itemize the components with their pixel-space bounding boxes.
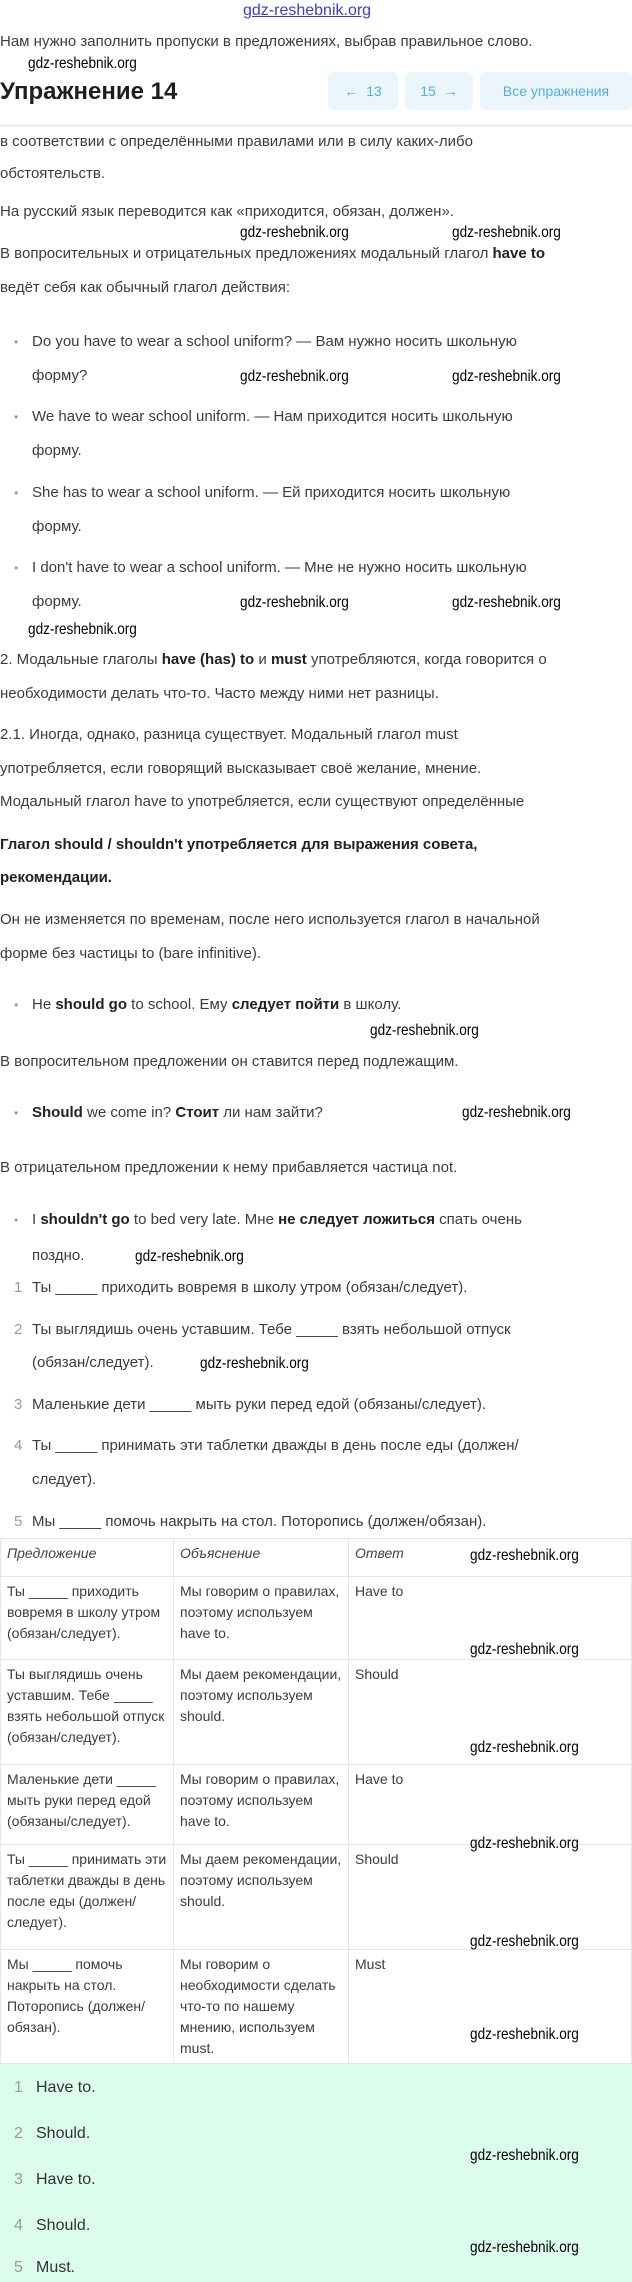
text: и (254, 651, 271, 668)
example-item: поздно. (32, 1247, 85, 1264)
watermark: gdz-reshebnik.org (452, 368, 561, 385)
task-item: следует). (32, 1471, 97, 1488)
cell: Мы даем рекомендации, поэтому используем should. (174, 1660, 349, 1765)
text: 2. Модальные глаголы (0, 651, 162, 668)
bold-text: не следует ложиться (278, 1211, 436, 1228)
answer-number: 2 (14, 2125, 23, 2142)
answer-number: 4 (14, 2217, 23, 2234)
example-item: Do you have to wear a school uniform? — Вам нужно носить школьную (32, 333, 517, 350)
watermark: gdz-reshebnik.org (470, 1739, 579, 1756)
answer-number: 3 (14, 2171, 23, 2188)
bullet-icon: • (14, 561, 19, 575)
bold-text: shouldn't go (40, 1211, 130, 1228)
task-number: 2 (14, 1321, 23, 1338)
theory-text: Модальный глагол have to употребляется, если существуют определённые (0, 793, 525, 810)
cell: Have to (349, 1765, 632, 1845)
theory-text: ведёт себя как обычный глагол действия: (0, 279, 291, 296)
prev-exercise-button[interactable] (328, 72, 398, 110)
watermark: gdz-reshebnik.org (470, 1641, 579, 1658)
answer-number: 5 (14, 2259, 23, 2276)
theory-text: употребляется, если говорящий высказывает своё желание, мнение. (0, 760, 482, 777)
text: to school. Ему (127, 996, 232, 1013)
task-item: Мы _____ помочь накрыть на стол. Поторопись (должен/обязан). (32, 1513, 487, 1530)
cell: Ты _____ приходить вовремя в школу утром (обязан/следует). (1, 1577, 174, 1660)
watermark: gdz-reshebnik.org (452, 594, 561, 611)
page-title: Упражнение 14 (0, 78, 178, 105)
theory-text: Он не изменяется по временам, после него используется глагол в начальной (0, 911, 540, 928)
cell: Should (349, 1660, 632, 1765)
bold-text: следует пойти (231, 996, 340, 1013)
bold-text: have (has) to (161, 651, 255, 668)
theory-text: На русский язык переводится как «приходится, обязан, должен». (0, 203, 454, 220)
arrow-left-icon: ← (344, 83, 359, 99)
divider (0, 124, 632, 127)
task-item: Маленькие дети _____ мыть руки перед едой (обязаны/следует). (32, 1396, 487, 1413)
text: we come in? (82, 1104, 176, 1121)
watermark: gdz-reshebnik.org (135, 1248, 244, 1265)
prev-label: 13 (366, 83, 382, 99)
example-item: She has to wear a school uniform. — Ей приходится носить школьную (32, 484, 511, 501)
text: He (32, 996, 56, 1013)
task-number: 4 (14, 1437, 23, 1454)
table-row (1, 1765, 632, 1845)
bullet-icon: • (14, 335, 19, 349)
theory-text: В отрицательном предложении к нему прибавляется частица not. (0, 1159, 458, 1176)
intro-text: Нам нужно заполнить пропуски в предложениях, выбрав правильное слово. (0, 33, 533, 50)
text: to bed very late. Мне (129, 1211, 279, 1228)
bullet-icon: • (14, 1106, 19, 1120)
theory-text: необходимости делать что-то. Часто между ними нет разницы. (0, 685, 439, 702)
cell: Маленькие дети _____ мыть руки перед едой (обязаны/следует). (1, 1765, 174, 1845)
example-item: форму. (32, 442, 82, 459)
example-item: форму. (32, 593, 82, 610)
bold-text: Стоит (175, 1104, 220, 1121)
watermark: gdz-reshebnik.org (470, 1933, 579, 1950)
theory-text: 2.1. Иногда, однако, разница существует. Модальный глагол must (0, 726, 458, 743)
watermark-link[interactable]: gdz-reshebnik.org (243, 2, 372, 19)
watermark: gdz-reshebnik.org (240, 368, 349, 385)
task-number: 5 (14, 1513, 23, 1530)
task-number: 3 (14, 1396, 23, 1413)
answer-text: Must. (36, 2259, 76, 2276)
header-cell: Ответ (349, 1539, 632, 1577)
answer-box (0, 2064, 632, 2282)
bold-text: must (270, 651, 307, 668)
next-exercise-button[interactable] (405, 72, 473, 110)
example-item: форму? (32, 367, 88, 384)
answer-text: Have to. (36, 2079, 96, 2096)
task-item: Ты _____ принимать эти таблетки дважды в день после еды (должен/ (32, 1437, 519, 1454)
cell: Have to (349, 1577, 632, 1660)
header-cell: Объяснение (174, 1539, 349, 1577)
text: ли нам зайти? (219, 1104, 323, 1121)
arrow-right-icon: → (443, 83, 458, 99)
cell: Мы говорим о необходимости сделать что-то по нашему мнению, используем must. (174, 1950, 349, 2064)
bold-text: should go (55, 996, 127, 1013)
next-label: 15 (420, 83, 436, 99)
theory-text (0, 244, 545, 264)
answer-text: Should. (36, 2125, 91, 2142)
table-row (1, 1660, 632, 1765)
task-item: (обязан/следует). (32, 1354, 154, 1371)
cell: Мы _____ помочь накрыть на стол. Поторопись (должен/обязан). (1, 1950, 174, 2064)
watermark: gdz-reshebnik.org (28, 55, 137, 72)
example-item: I don't have to wear a school uniform. — Мне не нужно носить школьную (32, 559, 527, 576)
watermark: gdz-reshebnik.org (452, 224, 561, 241)
bullet-icon: • (14, 410, 19, 424)
cell: Should (349, 1845, 632, 1950)
answer-text: Should. (36, 2217, 91, 2234)
all-exercises-button[interactable]: Все упражнения (480, 72, 632, 110)
watermark: gdz-reshebnik.org (470, 2147, 579, 2164)
watermark: gdz-reshebnik.org (462, 1104, 571, 1121)
watermark: gdz-reshebnik.org (240, 224, 349, 241)
solution-table (0, 1538, 632, 2064)
watermark: gdz-reshebnik.org (470, 2239, 579, 2256)
watermark: gdz-reshebnik.org (370, 1022, 479, 1039)
theory-text: В вопросительном предложении он ставится перед подлежащим. (0, 1053, 459, 1070)
watermark: gdz-reshebnik.org (28, 621, 137, 638)
theory-text: в соответствии с определёнными правилами или в силу каких-либо (0, 133, 473, 150)
example-item: We have to wear school uniform. — Нам приходится носить школьную (32, 408, 513, 425)
example-item: форму. (32, 518, 82, 535)
cell: Мы даем рекомендации, поэтому используем should. (174, 1845, 349, 1950)
theory-heading: рекомендации. (0, 869, 112, 886)
table-header (1, 1539, 632, 1577)
solution-section (0, 1538, 632, 2282)
watermark: gdz-reshebnik.org (470, 1547, 579, 1564)
watermark: gdz-reshebnik.org (470, 2026, 579, 2043)
table-row (1, 1950, 632, 2064)
task-item: Ты _____ приходить вовремя в школу утром (обязан/следует). (32, 1279, 468, 1296)
bullet-icon: • (14, 1213, 19, 1227)
text: спать очень (435, 1211, 522, 1228)
theory-heading: Глагол should / shouldn't употребляется для выражения совета, (0, 836, 478, 853)
theory-text (0, 650, 547, 670)
example-item (32, 1103, 323, 1123)
watermark: gdz-reshebnik.org (470, 1835, 579, 1852)
answer-text: Have to. (36, 2171, 96, 2188)
bold-text: Should (32, 1104, 83, 1121)
table-row (1, 1845, 632, 1950)
header-cell: Предложение (1, 1539, 174, 1577)
bold-text: have to (492, 245, 546, 262)
bullet-icon: • (14, 486, 19, 500)
bullet-icon: • (14, 998, 19, 1012)
answer-number: 1 (14, 2079, 23, 2096)
text: употребляются, когда говорится о (306, 651, 547, 668)
task-number: 1 (14, 1279, 23, 1296)
cell: Мы говорим о правилах, поэтому используем have to. (174, 1765, 349, 1845)
text: I (32, 1211, 41, 1228)
example-item (32, 1210, 522, 1230)
cell: Ты выглядишь очень уставшим. Тебе _____ взять небольшой отпуск (обязан/следует). (1, 1660, 174, 1765)
cell: Мы говорим о правилах, поэтому используем have to. (174, 1577, 349, 1660)
watermark: gdz-reshebnik.org (200, 1355, 309, 1372)
example-item (32, 995, 401, 1015)
cell: Ты _____ принимать эти таблетки дважды в день после еды (должен/следует). (1, 1845, 174, 1950)
watermark: gdz-reshebnik.org (240, 594, 349, 611)
table-row (1, 1577, 632, 1660)
theory-text: форме без частицы to (bare infinitive). (0, 945, 261, 962)
theory-text: обстоятельств. (0, 165, 106, 182)
text: в школу. (339, 996, 402, 1013)
cell: Must (349, 1950, 632, 2064)
text: В вопросительных и отрицательных предложениях модальный глагол (0, 245, 493, 262)
task-item: Ты выглядишь очень уставшим. Тебе _____ взять небольшой отпуск (32, 1321, 511, 1338)
